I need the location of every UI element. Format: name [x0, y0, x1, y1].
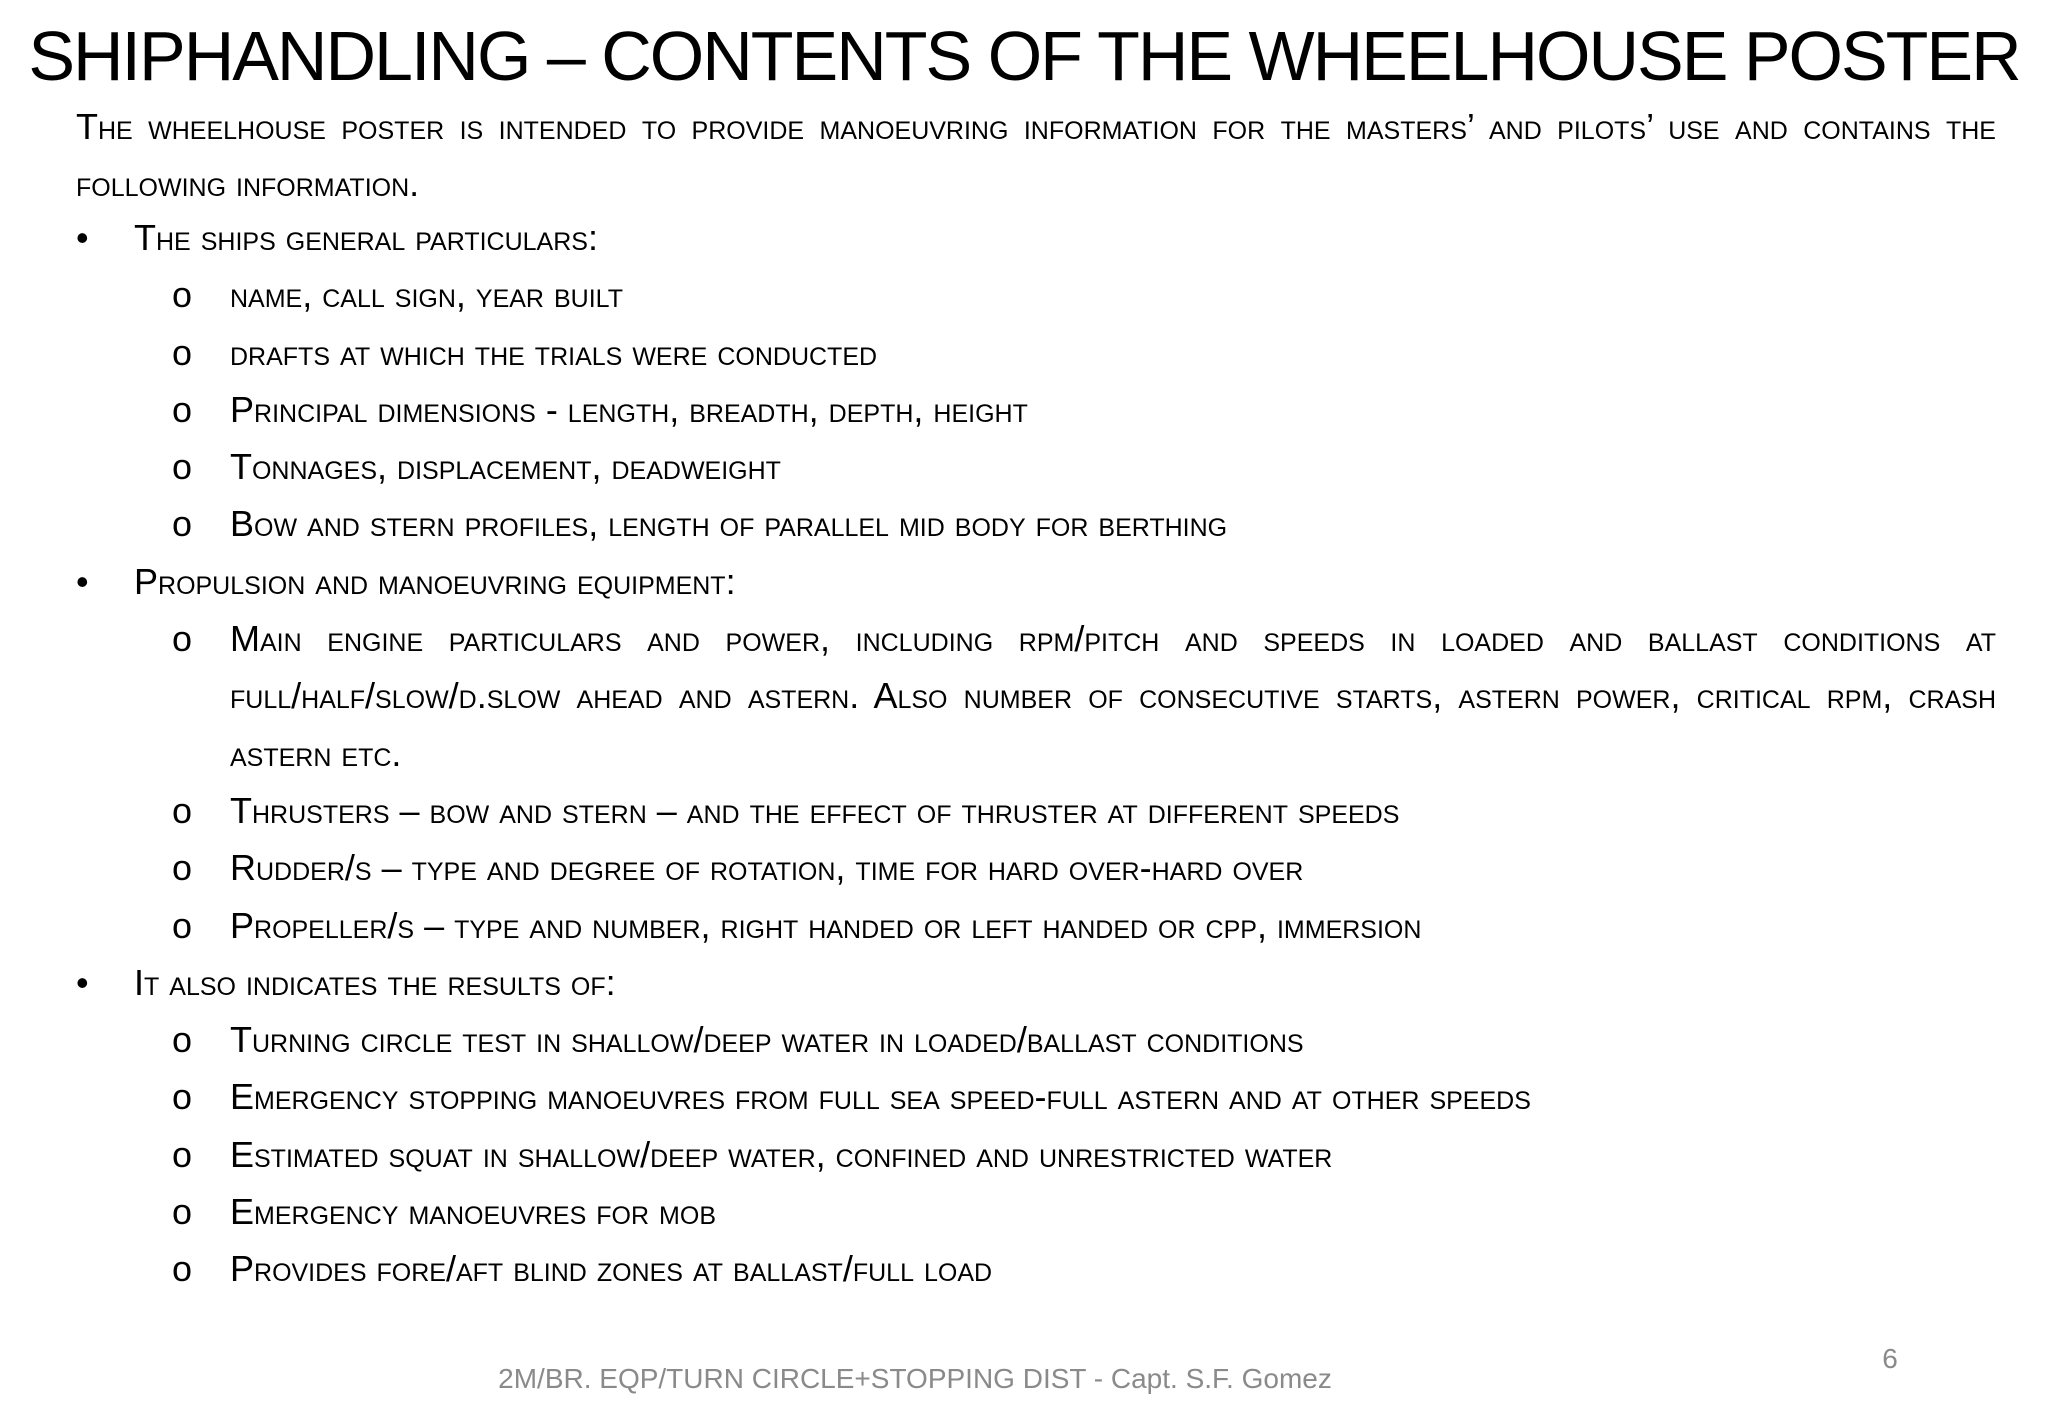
circle-bullet-icon: o — [172, 388, 193, 430]
circle-bullet-icon: o — [172, 789, 193, 831]
slide-title: SHIPHANDLING – CONTENTS OF THE WHEELHOUSE POSTER — [28, 17, 2020, 95]
section-heading — [76, 209, 1996, 266]
list-item — [76, 1126, 1996, 1183]
circle-bullet-icon: o — [172, 274, 193, 316]
circle-bullet-icon: o — [172, 503, 193, 545]
section-heading-text: Propulsion and manoeuvring equipment: — [134, 560, 736, 602]
list-item-text: Tonnages, displacement, deadweight — [230, 446, 781, 488]
circle-bullet-icon: o — [172, 618, 193, 660]
list-item — [76, 381, 1996, 438]
circle-bullet-icon: o — [172, 904, 193, 946]
list-item-text: Emergency stopping manoeuvres from full sea speed-full astern and at other speeds — [230, 1076, 1531, 1118]
circle-bullet-icon: o — [172, 331, 193, 373]
section-heading-text: It also indicates the results of: — [134, 961, 616, 1003]
list-item — [76, 1068, 1996, 1125]
list-item-text: Provides fore/aft blind zones at ballast/full load — [230, 1248, 993, 1290]
list-item-text: Main engine particulars and power, including rpm/pitch and speeds in loaded and ballast conditions at full/half/slow/d.slow ahead and astern. Also number of consecutive starts, astern power, critical rpm, crash astern etc. — [230, 618, 1996, 774]
list-item-text: Emergency manoeuvres for mob — [230, 1191, 716, 1233]
section-heading — [76, 553, 1996, 610]
circle-bullet-icon: o — [172, 1248, 193, 1290]
list-item — [76, 1240, 1996, 1297]
list-item — [76, 266, 1996, 323]
list-item — [76, 1011, 1996, 1068]
slide-footer: 2M/BR. EQP/TURN CIRCLE+STOPPING DIST - Capt. S.F. Gomez — [498, 1363, 1332, 1394]
list-item — [76, 324, 1996, 381]
content-list — [76, 209, 1996, 1298]
list-item — [76, 839, 1996, 896]
bullet-icon: • — [76, 961, 89, 1003]
circle-bullet-icon: o — [172, 847, 193, 889]
list-item-text: Thrusters – bow and stern – and the effect of thruster at different speeds — [230, 789, 1400, 831]
circle-bullet-icon: o — [172, 1019, 193, 1061]
bullet-icon: • — [76, 560, 89, 602]
circle-bullet-icon: o — [172, 1191, 193, 1233]
list-item — [76, 610, 1996, 782]
list-item-text: Rudder/s – type and degree of rotation, time for hard over-hard over — [230, 847, 1304, 889]
circle-bullet-icon: o — [172, 1133, 193, 1175]
list-item-text: Bow and stern profiles, length of parallel mid body for berthing — [230, 503, 1228, 545]
list-item-text: Principal dimensions - length, breadth, depth, height — [230, 388, 1028, 430]
list-item-text: name, call sign, year built — [230, 274, 623, 316]
circle-bullet-icon: o — [172, 1076, 193, 1118]
list-item-text: drafts at which the trials were conducted — [230, 331, 878, 373]
page-number: 6 — [1882, 1343, 1898, 1374]
section-heading-text: The ships general particulars: — [134, 217, 598, 258]
list-item — [76, 438, 1996, 495]
list-item-text: Propeller/s – type and number, right handed or left handed or cpp, immersion — [230, 904, 1422, 946]
list-item — [76, 897, 1996, 954]
list-item — [76, 782, 1996, 839]
circle-bullet-icon: o — [172, 446, 193, 488]
list-item-text: Turning circle test in shallow/deep water in loaded/ballast conditions — [230, 1019, 1304, 1061]
intro-paragraph: The wheelhouse poster is intended to provide manoeuvring information for the masters’ and pilots’ use and contains the following information. — [76, 106, 1996, 204]
list-item — [76, 495, 1996, 552]
section-heading — [76, 954, 1996, 1011]
list-item — [76, 1183, 1996, 1240]
bullet-icon: • — [76, 217, 89, 258]
list-item-text: Estimated squat in shallow/deep water, confined and unrestricted water — [230, 1133, 1333, 1175]
